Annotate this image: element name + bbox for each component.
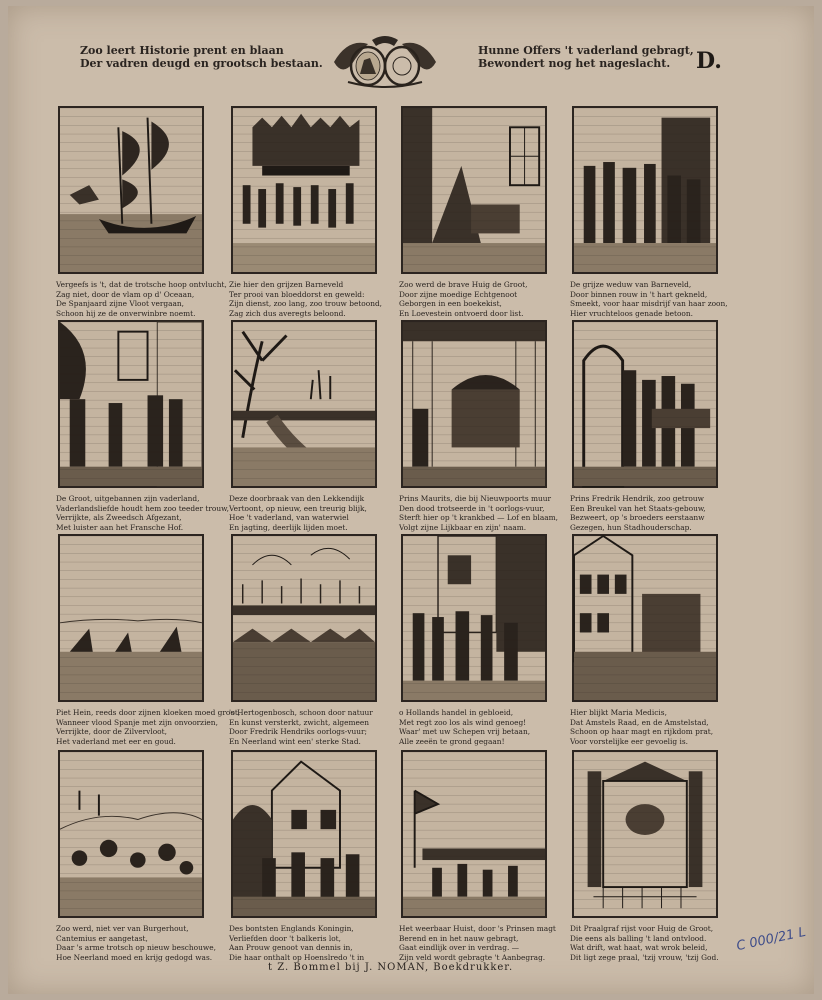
caption-line: Door zijne moedige Echtgenoot [399,289,518,299]
panel-caption-4 [570,280,730,318]
caption-line: Gezegen, hun Stadhouderschap. [570,522,692,532]
caption-line: Het vaderland met eer en goud. [56,736,176,746]
caption-line: Alle zeeën te grond gegaan! [399,736,505,746]
caption-line: En Loevestein ontvoerd door list. [399,308,524,318]
woodcut-illustration-icon [403,752,545,916]
caption-line: En kunst versterkt, zwicht, algemeen [229,717,370,727]
caption-line: Vaderlandsliefde houdt hem zoo teeder trouw, [56,503,229,513]
caption-line: De grijze weduw van Barneveld, [570,280,692,289]
woodcut-illustration-icon [60,752,202,916]
caption-line: Wanneer vlood Spanje met zijn onvoorzien, [56,717,218,727]
woodcut-illustration-icon [574,752,716,916]
caption-line: Prins Fredrik Hendrik, zoo getrouw [570,494,704,503]
caption-line: Bezweert, op 's broeders eerstaanw [570,513,705,523]
caption-line: De Groot, uitgebannen zijn vaderland, [56,494,200,503]
woodcut-illustration-icon [403,536,545,700]
woodcut-illustration-icon [233,108,375,272]
woodcut-illustration-icon [233,322,375,486]
woodcut-illustration-icon [60,322,202,486]
header-left-verse [80,44,323,70]
header-right-line-1: Hunne Offers 't vaderland gebragt, [478,44,694,57]
woodcut-illustration-icon [60,108,202,272]
caption-line: Zoo werd de brave Huig de Groot, [399,280,528,289]
panel-caption-16 [570,924,730,962]
caption-line: Zijn veld wordt gebragte 't Aanbegrag. [399,952,546,962]
caption-line: Met luister aan het Fransche Hof. [56,522,184,532]
caption-line: Den dood trotseerde in 't oorlogs-vuur, [399,503,545,513]
caption-line: Vertoont, op nieuw, een treurig blijk, [229,503,367,513]
caption-line: Piet Hein, reeds door zijnen kloeken moed groot, [56,708,241,717]
woodcut-panel-13 [58,750,204,918]
caption-line: Hier blijkt Maria Medicis, [570,708,667,717]
caption-line: Verrijkte, door de Zilvervloot, [56,727,167,737]
caption-line: Daar 's arme trotsch op nieuw beschouwe, [56,943,216,953]
woodcut-panel-6 [231,320,377,488]
panel-caption-12 [570,708,730,746]
header-left-line-1: Zoo leert Historie prent en blaan [80,44,284,57]
caption-line: Des bontsten Englands Koningin, [229,924,354,933]
woodcut-panel-14 [231,750,377,918]
caption-line: Berend en in het nauw gebragt, [399,933,519,943]
caption-line: Die eens als balling 't land ontvlood. [570,933,707,943]
caption-line: Het weerbaar Huist, door 's Prinsen magt [399,924,556,933]
woodcut-illustration-icon [574,108,716,272]
caption-line: Geborgen in een boekekist, [399,299,502,309]
panel-caption-1 [56,280,227,318]
caption-line: Hier vruchteloos genade betoon. [570,308,693,318]
woodcut-illustration-icon [574,322,716,486]
caption-line: Verrijkte, als Zweedsch Afgezant, [56,513,182,523]
caption-line: Met regt zoo los als wind genoeg! [399,717,527,727]
caption-line: Zijn dienst, zoo lang, zoo trouw betoond, [229,299,383,309]
woodcut-panel-8 [572,320,718,488]
caption-line: Aan Prouw genoot van dennis in, [229,943,353,953]
panel-caption-6 [229,494,389,532]
panel-caption-2 [229,280,389,318]
panel-caption-7 [399,494,559,532]
woodcut-panel-2 [231,106,377,274]
header-right-verse [478,44,694,70]
header-right-line-2: Bewondert nog het nageslacht. [478,57,671,70]
woodcut-panel-5 [58,320,204,488]
woodcut-panel-7 [401,320,547,488]
caption-line: Zoo werd, niet ver van Burgerhout, [56,924,189,933]
caption-line: o Hollands handel in gebloeid, [399,708,514,717]
woodcut-panel-4 [572,106,718,274]
panel-caption-15 [399,924,559,962]
woodcut-panel-3 [401,106,547,274]
woodcut-panel-1 [58,106,204,274]
panel-caption-8 [570,494,730,532]
caption-line: Prins Maurits, die bij Nieuwpoorts muur [399,494,552,503]
caption-line: Verliefden door 't balkeris lot, [229,933,342,943]
caption-line: Volgt zijne Lijkbaar en zijn' naam. [399,522,527,532]
woodcut-panel-15 [401,750,547,918]
caption-line: Sterft hier op 't krankbed — Lof en blaam, [399,513,559,523]
caption-line: Schoon op haar magt en rijkdom prat, [570,727,714,737]
caption-line: Vergeefs is 't, dat de trotsche hoop ontvlucht, [56,280,227,289]
panel-caption-10 [229,708,389,746]
woodcut-illustration-icon [233,752,375,916]
caption-line: En jagting, deerlijk lijden moet. [229,522,348,532]
caption-line: Ter prooi van bloeddorst en geweld: [229,289,365,299]
caption-line: Deze doorbraak van den Lekkendijk [229,494,365,503]
caption-line: Voor vorstelijke eer gevoelig is. [570,736,689,746]
caption-line: Dit Praalgraf rijst voor Huig de Groot, [570,924,714,933]
woodcut-illustration-icon [233,536,375,700]
woodcut-illustration-icon [403,322,545,486]
panel-caption-9 [56,708,241,746]
woodcut-panel-12 [572,534,718,702]
caption-line: Cantemius er aangetast, [56,933,148,943]
panel-caption-11 [399,708,559,746]
panel-caption-5 [56,494,229,532]
caption-line: Dit ligt zege praal, 'tzij vrouw, 'tzij God. [570,952,719,962]
woodcut-illustration-icon [574,536,716,700]
caption-line: Door binnen rouw in 't hart gekneld, [570,289,708,299]
caption-line: Een Breukel van het Staats-gebouw, [570,503,706,513]
caption-line: Smeekt, voor haar misdrijf van haar zoon, [570,299,728,309]
sheet-letter: D. [696,48,722,74]
caption-line: Waar' met uw Schepen vrij betaan, [399,727,531,737]
woodcut-panel-16 [572,750,718,918]
woodcut-panel-10 [231,534,377,702]
caption-line: 's Hertogenbosch, schoon door natuur [229,708,373,717]
caption-line: Hoe 't vaderland, van waterwiel [229,513,349,523]
caption-line: Zag zich dus averegts beloond. [229,308,346,318]
pencil-inventory-note: C 000/21 L [735,924,808,955]
caption-line: Schoon hij ze de onverwinbre noemt. [56,308,196,318]
woodcut-illustration-icon [403,108,545,272]
caption-line: De Spanjaard zijne Vloot vergaan, [56,299,185,309]
caption-line: Zag niet, door de vlam op d' Oceaan, [56,289,195,299]
panel-caption-14 [229,924,389,962]
caption-line: Die haar onthalt op Hoenslredo 't in [229,952,365,962]
panel-caption-3 [399,280,559,318]
woodcut-illustration-icon [60,536,202,700]
caption-line: Wat drift, wat haat, wat wrok beleid, [570,943,708,953]
caption-line: Dat Amstels Raad, en de Amstelstad, [570,717,709,727]
header-left-line-2: Der vadren deugd en grootsch bestaan. [80,57,323,70]
caption-line: Gaat eindlijk over in verdrag. — [399,943,520,953]
panel-caption-13 [56,924,216,962]
caption-line: Door Fredrik Hendriks oorlogs-vuur; [229,727,368,737]
caption-line: Zie hier den grijzen Barneveld [229,280,344,289]
caption-line: En Neerland wint een' sterke Stad. [229,736,361,746]
woodcut-panel-11 [401,534,547,702]
printer-imprint: t Z. Bommel bij J. NOMAN, Boekdrukker. [268,962,514,973]
caption-line: Hoe Neerland moed en krijg gedogd was. [56,952,213,962]
emblem-medallion-icon [328,34,442,90]
woodcut-panel-9 [58,534,204,702]
